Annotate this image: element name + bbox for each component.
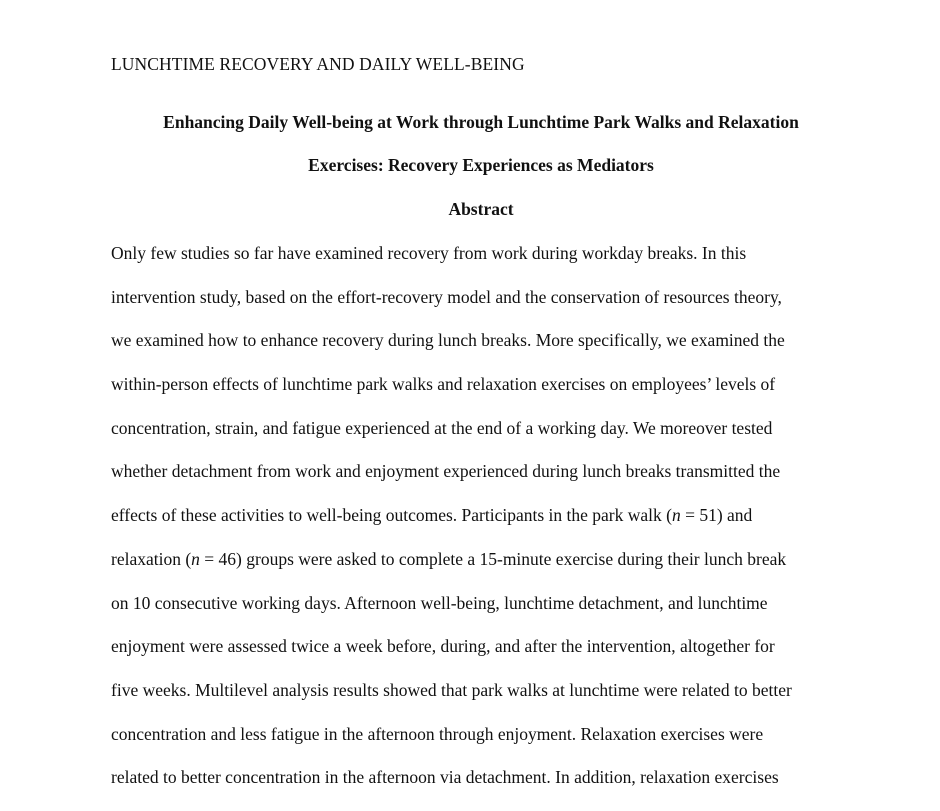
abstract-line: concentration and less fatigue in the afternoon through enjoyment. Relaxation exercises were <box>111 723 764 744</box>
abstract-line: on 10 consecutive working days. Afternoon well-being, lunchtime detachment, and lunchtime <box>111 592 768 613</box>
sample-size-symbol: n <box>671 505 681 526</box>
abstract-line: within-person effects of lunchtime park walks and relaxation exercises on employees’ levels of <box>111 374 776 395</box>
abstract-line: we examined how to enhance recovery during lunch breaks. More specifically, we examined the <box>111 330 785 351</box>
abstract-line: whether detachment from work and enjoyment experienced during lunch breaks transmitted the <box>111 461 781 482</box>
abstract-line-park-walk <box>111 505 792 549</box>
sample-size-value: = 51) and <box>680 505 753 526</box>
abstract-line-text: effects of these activities to well-being outcomes. Participants in the park walk ( <box>111 505 672 526</box>
abstract-line: concentration, strain, and fatigue experienced at the end of a working day. We moreover tested <box>111 417 773 438</box>
abstract-line: five weeks. Multilevel analysis results showed that park walks at lunchtime were related to better <box>111 679 792 700</box>
running-head: LUNCHTIME RECOVERY AND DAILY WELL-BEING <box>111 54 525 74</box>
abstract-line: related to better concentration in the afternoon via detachment. In addition, relaxation exercises <box>111 767 779 788</box>
abstract-line: Only few studies so far have examined recovery from work during workday breaks. In this <box>111 243 747 263</box>
abstract-body <box>111 243 792 811</box>
sample-size-symbol: n <box>191 548 200 569</box>
paper-title-line-2: Exercises: Recovery Experiences as Mediators <box>308 155 654 175</box>
abstract-line: enjoyment were assessed twice a week before, during, and after the intervention, altogether for <box>111 636 775 657</box>
sample-size-value: = 46) groups were asked to complete a 15-minute exercise during their lunch break <box>199 548 787 569</box>
paper-title-line-1: Enhancing Daily Well-being at Work through Lunchtime Park Walks and Relaxation <box>163 112 799 132</box>
abstract-line-text: relaxation ( <box>111 548 192 569</box>
abstract-heading: Abstract <box>448 199 514 219</box>
abstract-line: intervention study, based on the effort-recovery model and the conservation of resources theory, <box>111 286 782 307</box>
abstract-line-relaxation <box>111 549 792 593</box>
